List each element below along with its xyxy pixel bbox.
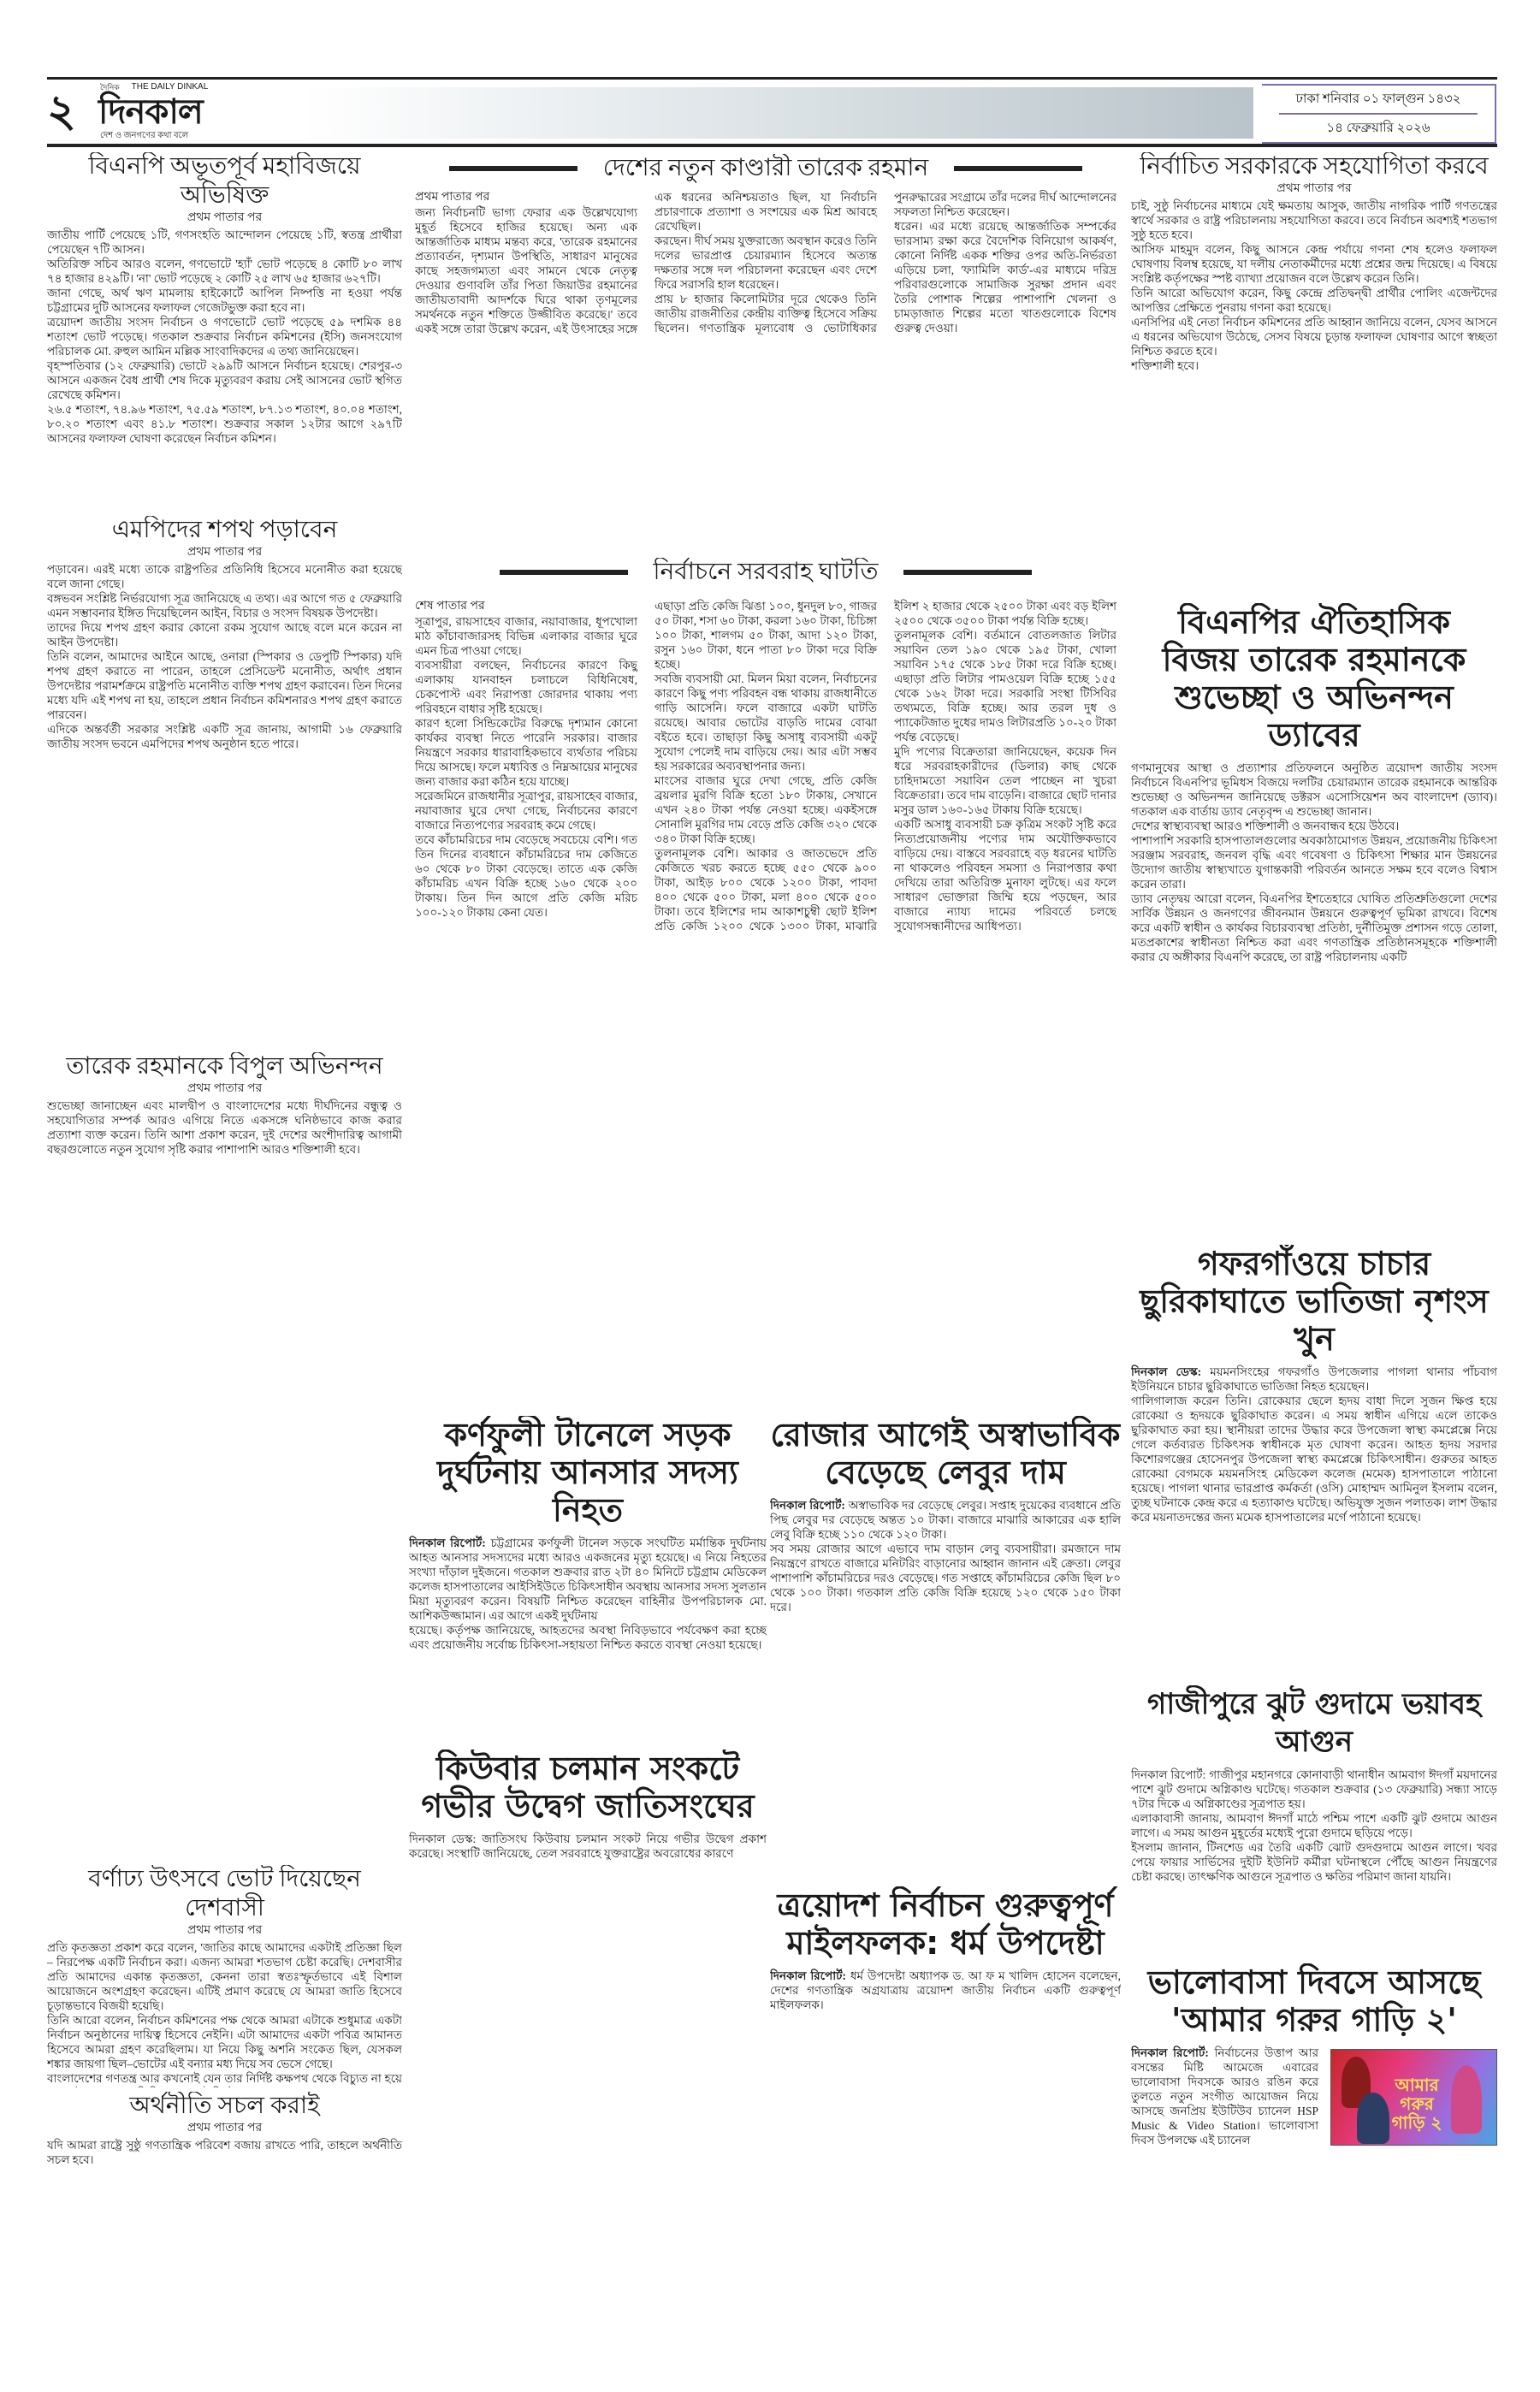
article-paragraph: সরেজমিনে রাজধানীর সূত্রাপুর, রায়সাহেব বাজার, নয়াবাজার ঘুরে দেখা গেছে, নির্বাচনের কারণে বাজারে নিত্যপণ্যের সরবরাহ কমে গেছে। <box>415 790 637 832</box>
article-paragraph: করছেন। দীর্ঘ সময় যুক্তরাজ্যে অবস্থান করেও তিনি দলের ভারপ্রাপ্ত চেয়ারম্যান হিসেবে অত্যন্ত দক্ষতার সঙ্গে দল পরিচালনা করেছেন এবং দেশে ফিরে সরাসরি হাল ধরেছেন। <box>654 234 877 291</box>
date-box <box>1262 84 1496 144</box>
article-paragraph: গালিগালাজ করেন তিনি। রোকেয়ার ছেলে হৃদয় বাধা দিলে সুজন ক্ষিপ্ত হয়ে রোকেয়া ও হৃদয়কে ছুরিকাঘাত করেন। এ সময় স্বাধীন এগিয়ে এলে তাকেও ছুরিকাঘাত করা হয়। স্থানীয়রা তাদের উদ্ধার করে উপজেলা স্বাস্থ্য কমপ্লেক্সে নিয়ে গেলে কর্তব্যরত চিকিৎসক স্বাধীনকে মৃত ঘোষণা করেন। আহত হৃদয় সরদার কিশোরগঞ্জের হোসেনপুর উপজেলা স্বাস্থ্য কমপ্লেক্সে চিকিৎসাধীন। গুরুতর আহত রোকেয়া বেগমকে ময়মনসিংহ মেডিকেল কলেজ (মমেক) হাসপাতালে পাঠানো হয়েছে। পাগলা থানার ভারপ্রাপ্ত কর্মকর্তা (ওসি) মোহাম্মদ আমিনুল ইসলাম বলেন, তুচ্ছ ঘটনাকে কেন্দ্র করে এ হত্যাকাণ্ড ঘটেছে। অভিযুক্ত সুজন পলাতক। লাশ উদ্ধার করে ময়নাতদন্তের জন্য মমেক হাসপাতালের মর্গে পাঠানো হয়েছে। <box>1131 1394 1497 1524</box>
article-body <box>47 2138 402 2167</box>
headline-row <box>415 558 1116 587</box>
article-paragraph: এলাকাবাসী জানায়, আমবাগ ঈদগাঁ মাঠে পশ্চিম পাশে একটি ঝুট গুদামে আগুন লাগে। এ সময় আগুন মুহূর্তের মধ্যেই পুরো গুদামে ছড়িয়ে পড়ে। <box>1131 1812 1497 1839</box>
article-body <box>770 1498 1121 1614</box>
headline: কর্ণফুলী টানেলে সড়ক দুর্ঘটনায় আনসার সদস্য নিহত <box>437 1416 738 1529</box>
article-lemon-price <box>770 1416 1121 1882</box>
article-bnp-victory <box>47 152 402 512</box>
continued-from: প্রথম পাতার পর <box>415 191 490 204</box>
masthead-bottom-rule <box>47 144 1497 147</box>
headline: গাজীপুরে ঝুট গুদামে ভয়াবহ আগুন <box>1147 1687 1481 1759</box>
continued-from: প্রথম পাতার পর <box>187 2122 263 2134</box>
article-voting-festival <box>47 1865 402 2087</box>
headline: বিএনপির ঐতিহাসিক বিজয় তারেক রহমানকে শুভেচ্ছা ও অভিনন্দন ড্যাবের <box>1162 603 1466 754</box>
article-paragraph: তিনি বলেন, আমাদের আইনে আছে, ওনারা (স্পিকার ও ডেপুটি স্পিকার) যদি শপথ গ্রহণ করাতে না পারেন, তাহলে প্রেসিডেন্ট মনোনীত, অর্থাৎ প্রধান উপদেষ্টার পরামর্শক্রমে রাষ্ট্রপতি মনোনীত ব্যক্তি শপথ গ্রহণ করাবেন। তিন দিনের মধ্যে যদি এই শপথ না হয়, তাহলে প্রধান নির্বাচন কমিশনারও শপথ গ্রহণ করাতে পারবেন। <box>47 650 402 721</box>
article-paragraph: ২৬.৫ শতাংশ, ৭৪.৯৬ শতাংশ, ৭৫.৫৯ শতাংশ, ৮৭.১৩ শতাংশ, ৪০.০৪ শতাংশ, ৮০.২০ শতাংশ এবং ৪১.৮ শতাংশ। শুক্রবার সকাল ১২টার আগে ২৯৭টি আসনের ফলাফল ঘোষণা করেছেন নির্বাচন কমিশন। <box>47 403 402 445</box>
page-number: ২ <box>47 87 76 136</box>
movie-poster-image <box>1330 2049 1497 2146</box>
article-body <box>47 228 402 446</box>
logo-prefix: দৈনিক <box>100 83 120 92</box>
article-paragraph: ব্যবসায়ীরা বলছেন, নির্বাচনের কারণে কিছু এলাকায় যানবাহন চলাচলে বিধিনিষেধ, চেকপোস্ট এবং নিরাপত্তা জোরদার থাকায় পণ্য পরিবহনে বাধার সৃষ্টি হয়েছে। <box>415 659 637 715</box>
lead-text: ধর্ম উপদেষ্টা অধ্যাপক ড. আ ফ ম খালিদ হোসেন বলেছেন, দেশের গণতান্ত্রিক অগ্রযাত্রায় ত্রয়োদশ জাতীয় নির্বাচন একটি গুরুত্বপূর্ণ মাইলফলক। <box>770 1969 1121 2011</box>
headline-bar <box>500 570 628 575</box>
paragraphs <box>415 190 1116 336</box>
continued-from: প্রথম পাতার পর <box>187 546 263 559</box>
byline: দিনকাল রিপোর্ট: <box>770 1969 846 1982</box>
article-paragraph: হয়েছে। কর্তৃপক্ষ জানিয়েছে, আহতদের অবস্থা নিবিড়ভাবে পর্যবেক্ষণ করা হচ্ছে এবং প্রয়োজনীয় সর্বোচ্চ চিকিৎসা-সহায়তা নিশ্চিত করতে ব্যবস্থা নেওয়া হয়েছে। <box>409 1624 767 1651</box>
article-paragraph: সূত্রাপুর, রায়সাহেব বাজার, নয়াবাজার, ধূপখোলা মাঠ কাঁচাবাজারসহ বিভিন্ন এলাকার বাজার ঘুরে এমন চিত্র পাওয়া গেছে। <box>415 615 637 657</box>
paragraphs <box>415 599 1116 933</box>
lead-paragraph <box>770 1498 1121 1542</box>
continued-from: প্রথম পাতার পর <box>1276 182 1352 195</box>
article-ncp-cooperation <box>1131 152 1497 554</box>
headline: গফরগাঁওয়ে চাচার ছুরিকাঘাতে ভাতিজা নৃশংস খুন <box>1140 1245 1489 1358</box>
article-paragraph: শক্তিশালী হবে। <box>1131 359 1199 372</box>
article-paragraph: সবজি ব্যবসায়ী মো. মিলন মিয়া বলেন, নির্বাচনের কারণে কিছু পণ্য পরিবহন বন্ধ থাকায় রাজধানীতে গাড়ি আসেনি। ফলে বাজারে একটা ঘাটতি রয়েছে। আবার ভোটের বাড়তি দামের বোঝা বইতে হবে। তাছাড়া কিছু অসাধু ব্যবসায়ী একটু সুযোগ পেলেই দাম বাড়িয়ে দেয়। আর এটা সম্ভব হয় সরকারের অব্যবস্থাপনার জন্য। <box>654 672 877 773</box>
byline: দিনকাল ডেস্ক: <box>409 1832 477 1845</box>
article-paragraph: ইসলাম জানান, টিনশেড এর তৈরি একটি ঝোট গুদগুদামে আগুন লাগে। খবর পেয়ে ফায়ার সার্ভিসের দুইটি ইউনিট কর্মীরা ঘটনাস্থলে পৌঁছে আগুন নিয়ন্ত্রণের চেষ্টা করছে। তাৎক্ষণিক আগুনে সূত্রপাত ও ক্ষতির পরিমাণ জানা যায়নি। <box>1131 1841 1497 1883</box>
article-paragraph: পাশাপাশি সরকারি হাসপাতালগুলোর অবকাঠামোগত উন্নয়ন, প্রয়োজনীয় চিকিৎসা সরঞ্জাম সরবরাহ, জনবল বৃদ্ধি এবং গবেষণা ও চিকিৎসা শিক্ষার মান উন্নয়নের উদ্যোগ জাতীয় স্বাস্থ্যখাতে যুগান্তকারী পরিবর্তন আনতে সক্ষম হবে বলেও বিশ্বাস করেন তারা। <box>1131 834 1497 891</box>
article-new-leader <box>415 154 1116 543</box>
article-paragraph: আসিফ মাহমুদ বলেন, কিছু আসনে কেন্দ্র পর্যায়ে গণনা শেষ হলেও ফলাফল ঘোষণায় বিলম্ব হয়েছে, যা দলীয় নেতাকর্মীদের মধ্যে প্রশ্নের জন্ম দিয়েছে। এ বিষয়ে সংশ্লিষ্ট কর্তৃপক্ষের স্পষ্ট ব্যাখ্যা প্রয়োজন বলে উল্লেখ করেন তিনি। <box>1131 243 1497 285</box>
article-paragraph: মাংসের বাজার ঘুরে দেখা গেছে, প্রতি কেজি ব্রয়লার মুরগি বিক্রি হতো ১৮০ টাকায়, সেখানে এখন ২৪০ টাকা পর্যন্ত নেওয়া হচ্ছে। একইসঙ্গে সোনালি মুরগির দাম বেড়ে প্রতি কেজি ৩২০ থেকে ৩৪০ টাকা বিক্রি হচ্ছে। <box>654 774 877 845</box>
headline: রোজার আগেই অস্বাভাবিক বেড়েছে লেবুর দাম <box>770 1416 1121 1491</box>
lead-text: চট্টগ্রামের কর্ণফুলী টানেল সড়কে সংঘটিত মর্মান্তিক দুর্ঘটনায় আহত আনসার সদস্যদের মধ্যে আরও একজনের মৃত্যু হয়েছে। এ নিয়ে নিহতের সংখ্যা দাঁড়াল দুইজনে। গতকাল শুক্রবার রাত ২টা ৪০ মিনিটে চট্টগ্রাম মেডিকেল কলেজ হাসপাতালের আইসিইউতে চিকিৎসাধীন অবস্থায় আনসার সদস্য সুলতান মিয়া মৃত্যুবরণ করেন। বিষয়টি নিশ্চিত করেছেন বাহিনীর উপপরিচালক মো. আশিকউজ্জামান। এর আগে একই দুর্ঘটনায় <box>409 1536 767 1622</box>
headline: নির্বাচনে সরবরাহ ঘাটতি <box>653 559 879 585</box>
lead-paragraph <box>1131 1767 1497 1811</box>
headline-bar <box>954 166 1082 171</box>
byline: দিনকাল রিপোর্ট: <box>770 1499 845 1512</box>
top-rule <box>47 77 1497 80</box>
article-paragraph: দেশের স্বাস্থ্যব্যবস্থা আরও শক্তিশালী ও জনবান্ধব হয়ে উঠবে। <box>1131 820 1400 832</box>
lead-text: ময়মনসিংহের গফরগাঁও উপজেলার পাগলা থানার পাঁচবাগ ইউনিয়নে চাচার ছুরিকাঘাতে ভাতিজা নিহত হয়েছেন। <box>1131 1365 1497 1393</box>
article-body <box>409 1536 767 1652</box>
article-tarek-congratulations <box>47 1052 402 1861</box>
poster-title: আমার গরুর গাড়ি ২ <box>1391 2075 1442 2133</box>
article-gafargaon-murder <box>1131 1245 1497 1681</box>
article-mp-oath <box>47 516 402 1046</box>
article-paragraph: ধরেন। এর মধ্যে রয়েছে আন্তর্জাতিক সম্পর্কের ভারসাম্য রক্ষা করে বৈদেশিক বিনিয়োগ আকর্ষণ, কোনো নির্দিষ্ট একক শক্তির ওপর অতি-নির্ভরতা এড়িয়ে চলা, 'ফ্যামিলি কার্ড'-এর মাধ্যমে দরিদ্র পরিবারগুলোকে সামাজিক সুরক্ষা প্রদান এবং তৈরি পোশাক শিল্পের পাশাপাশি খেলনা ও চামড়াজাত শিল্পের মতো খাতগুলোকে বিশেষ গুরুত্ব দেওয়া। <box>894 220 1116 335</box>
headline: ত্রয়োদশ নির্বাচন গুরুত্বপূর্ণ মাইলফলক: ধর্ম উপদেষ্টা <box>777 1886 1114 1962</box>
article-body <box>1131 1767 1497 1884</box>
article-amar-gorur-gari <box>1131 1963 1497 2374</box>
article-body <box>47 1098 402 1157</box>
article-body <box>409 1832 767 1861</box>
article-paragraph: প্রায় ৮ হাজার কিলোমিটার দূরে থেকেও তিনি জাতীয় রাজনীতির কেন্দ্রীয় ব্যক্তিত্ব হিসেবে সক্রিয় ছিলেন। গণতান্ত্রিক মূল্যবোধ ও ভোটাধিকার পুনরুদ্ধারের সংগ্রামে তাঁর দলের দীর্ঘ আন্দোলনের সফলতা নিশ্চিত করেছেন। <box>654 191 1116 335</box>
article-paragraph: বৃহস্পতিবার (১২ ফেব্রুয়ারি) ভোটে ২৯৯টি আসনে নির্বাচন হয়েছে। শেরপুর-৩ আসনে একজন বৈধ প্রার্থী শেষ দিকে মৃত্যুবরণ করায় সেই আসনের ভোট স্থগিত রেখেছে কমিশন। <box>47 359 402 401</box>
masthead <box>47 82 1497 142</box>
headline: বিএনপি অভূতপূর্ব মহাবিজয়ে অভিষিক্ত <box>88 153 361 209</box>
article-paragraph: মুদি পণ্যের বিক্রেতারা জানিয়েছেন, কয়েক দিন ধরে সরবরাহকারীদের (ডিলার) কাছ থেকে চাহিদামতো সয়াবিন তেল পাচ্ছেন না খুচরা বিক্রেতারা। তবে দাম বাড়েনি। বাজারে ছোট দানার মসুর ডাল ১৬০-১৬৫ টাকায় বিক্রি হয়েছে। <box>894 745 1116 816</box>
paragraphs <box>1131 1394 1497 1525</box>
headline: কিউবার চলমান সংকটে গভীর উদ্বেগ জাতিসংঘের <box>421 1750 755 1825</box>
paragraphs <box>409 1623 767 1652</box>
article-economy <box>47 2092 402 2374</box>
headline-bar <box>903 570 1032 575</box>
article-body <box>1131 1365 1497 1525</box>
article-paragraph: গণমানুষের আস্থা ও প্রত্যাশার প্রতিফলনে অনুষ্ঠিত ত্রয়োদশ জাতীয় সংসদ নির্বাচনে বিএনপি'র ভূমিধস বিজয়ে দলটির চেয়ারম্যান তারেক রহমানকে আন্তরিক শুভেচ্ছা ও অভিনন্দন জানিয়েছে ডক্টরস এসোসিয়েশন অব বাংলাদেশ (ড্যাব)। গতকাল এক বার্তায় ড্যাব নেতৃবৃন্দ এ শুভেচ্ছা জানান। <box>1131 761 1497 818</box>
article-religion-adviser <box>770 1886 1121 2374</box>
article-paragraph: কারণ হলো সিন্ডিকেটের বিরুদ্ধে দৃশ্যমান কোনো কার্যকর ব্যবস্থা নিতে পারেনি সরকার। বাজার নিয়ন্ত্রণে সরকার ধারাবাহিকভাবে ব্যর্থতার পরিচয় দিয়ে আসছে। ফলে মধ্যবিত্ত ও নিম্নআয়ের মানুষের জন্য বাজার করা কঠিন হয়ে যাচ্ছে। <box>415 717 637 788</box>
paragraphs <box>1131 1811 1497 1884</box>
lead-text: গাজীপুর মহানগরে কোনাবাড়ী থানাধীন আমবাগ ঈদগাঁ ময়দানের পাশে ঝুট গুদামে অগ্নিকাণ্ড ঘটেছে। গতকাল শুক্রবার (১৩ ফেব্রুয়ারি) সন্ধ্যা সাড়ে ৭টার দিকে এ অগ্নিকাণ্ডের সূত্রপাত হয়। <box>1131 1768 1497 1810</box>
article-body <box>1131 761 1497 964</box>
article-paragraph: জন্য নির্বাচনটি ভাগ্য ফেরার এক উল্লেখযোগ্য মুহূর্ত হিসেবে হাজির হয়েছে। অন্য এক আন্তর্জাতিক মাধ্যম মন্তব্য করে, 'তারেক রহমানের প্রত্যাবর্তন, দৃশ্যমান উপস্থিতি, সাধারণ মানুষের কাছে সহজগম্যতা এবং সামনে থেকে নেতৃত্ব দেওয়ার গুণাবলি তাঁর পিতা জিয়াউর রহমানের জাতীয়তাবাদী আদর্শকে ঘিরে থাকা তৃণমূলের সমর্থনকে নতুন শক্তিতে উজ্জীবিত করেছে।' তবে একই সঙ্গে তারা উল্লেখ করেন, এই উৎসাহের সঙ্গে এক ধরনের অনিশ্চয়তাও ছিল, যা নির্বাচনি প্রচারণাকে প্রত্যাশা ও সংশয়ের এক মিশ্র আবহে রেখেছিল। <box>415 191 877 335</box>
logo-english: THE DAILY DINKAL <box>131 82 209 92</box>
lead-paragraph <box>1131 1365 1497 1394</box>
article-paragraph: তুলনামূলক বেশি। আকার ও জাতভেদে প্রতি কেজিতে খরচ করতে হচ্ছে ৫৫০ থেকে ৯০০ টাকা, আইড় ৮০০ থেকে ১২০০ টাকা, পাবদা ৪০০ থেকে ৫০০ টাকা, মলা ৪০০ থেকে ৫০০ টাকা। তবে ইলিশের দাম আকাশচুম্বী ছোট ইলিশ প্রতি কেজি ১২০০ থেকে ১৩০০ টাকা, মাঝারি ইলিশ ২ হাজার থেকে ২৫০০ টাকা এবং বড় ইলিশ ২৫০০ থেকে ৩৫০০ টাকা পর্যন্ত বিক্রি হচ্ছে। <box>654 600 1116 933</box>
headline: এমপিদের শপথ পড়াবেন <box>111 517 338 543</box>
byline: দিনকাল রিপোর্ট: <box>409 1536 486 1549</box>
lead-paragraph <box>409 1536 767 1623</box>
article-paragraph: চাই, সুষ্ঠু নির্বাচনের মাধ্যমে যেই ক্ষমতায় আসুক, জাতীয় নাগরিক পার্টি গণতন্ত্রের স্বার্থে সরকার ও রাষ্ট্র পরিচালনায় সহযোগিতা করবে। তবে নির্বাচন অবশ্যই শতভাগ সুষ্ঠু হতে হবে। <box>1131 199 1497 241</box>
headline: তারেক রহমানকে বিপুল অভিনন্দন <box>66 1053 383 1080</box>
article-paragraph: শুভেচ্ছা জানাচ্ছেন এবং মালদ্বীপ ও বাংলাদেশের মধ্যে দীর্ঘদিনের বন্ধুত্ব ও সহযোগিতার সম্পর্ক আরও এগিয়ে নিতে একসঙ্গে ঘনিষ্ঠভাবে কাজ করার প্রত্যাশা ব্যক্ত করেন। তিনি আশা প্রকাশ করেন, দুই দেশের অংশীদারিত্ব আগামী বছরগুলোতে নতুন সুযোগ সৃষ্টি করার পাশাপাশি আরও শক্তিশালী হবে। <box>47 1099 402 1156</box>
article-body <box>415 599 1116 933</box>
headline-bar <box>449 166 578 171</box>
article-body <box>47 1940 402 2087</box>
article-election-supply-shortage <box>415 558 1116 1405</box>
article-paragraph: এনসিপির এই নেতা নির্বাচন কমিশনের প্রতি আহ্বান জানিয়ে বলেন, যেসব আসনে এ ধরনের অভিযোগ উঠেছে, সেসব বিষয়ে চূড়ান্ত ফলাফল ঘোষণার আগে স্বচ্ছতা নিশ্চিত করতে হবে। <box>1131 316 1497 358</box>
article-paragraph: অতিরিক্ত সচিব আরও বলেন, গণভোটে 'হ্যাঁ' ভোট পড়েছে ৪ কোটি ৮০ লাখ ৭৪ হাজার ৪২৯টি। 'না' ভোট পড়েছে ২ কোটি ২৫ লাখ ৬৫ হাজার ৬২৭টি। <box>47 258 402 285</box>
article-paragraph: এদিকে অন্তর্বর্তী সরকার সংশ্লিষ্ট একটি সূত্র জানায়, আগামী ১৬ ফেব্রুয়ারি জাতীয় সংসদ ভবনে এমপিদের শপথ অনুষ্ঠান হতে পারে। <box>47 723 402 750</box>
lead-text: জাতিসংঘ কিউবায় চলমান সংকট নিয়ে গভীর উদ্বেগ প্রকাশ করেছে। সংস্থাটি জানিয়েছে, তেল সরবরাহে যুক্তরাষ্ট্রের অবরোধের কারণে <box>409 1832 767 1860</box>
article-paragraph: তাদের দিয়ে শপথ গ্রহণ করার কোনো রকম সুযোগ আছে বলে মনে করেন না আইন উপদেষ্টা। <box>47 621 402 648</box>
article-paragraph: পড়াবেন। এরই মধ্যে তাকে রাষ্ট্রপতির প্রতিনিধি হিসেবে মনোনীত করা হয়েছে বলে জানা গেছে। <box>47 563 402 590</box>
poster-figure-rider <box>1451 2065 1482 2134</box>
article-paragraph: সব সময় রোজার আগে এভাবে দাম বাড়ান লেবু ব্যবসায়ীরা। রমজানে দাম নিয়ন্ত্রণে রাখতে বাজারে মনিটরিং বাড়ানোর আহ্বান জানান এই ক্রেতা। লেবুর পাশাপাশি কাঁচামরিচের দরও বেড়েছে। গত সপ্তাহে কাঁচামরিচের কেজি ছিল ৮০ থেকে ১০০ টাকা। গতকাল প্রতি কেজি বিক্রি হয়েছে ১২০ থেকে ১৫০ টাকা দরে। <box>770 1542 1121 1613</box>
article-paragraph: বাংলাদেশের গণতন্ত্র আর কখনোই যেন তার নির্দিষ্ট কক্ষপথ থেকে বিচ্যুত না হয়ে <box>47 2072 402 2085</box>
article-paragraph: একটি অসাধু ব্যবসায়ী চক্র কৃত্রিম সংকট সৃষ্টি করে নিত্যপ্রয়োজনীয় পণ্যের দাম অযৌক্তিকভাবে বাড়িয়ে দেয়। বাস্তবে সরবরাহে বড় ধরনের ঘাটতি না থাকলেও পরিবহন সমস্যা ও নিরাপত্তার কথা দেখিয়ে তারা অতিরিক্ত মুনাফা লুটছে। এর ফলে সাধারণ ভোক্তারা জিম্মি হয়ে পড়ছেন, আর বাজারে ন্যায্য দামের পরিবর্তে চলছে সুযোগসন্ধানীদের আধিপত্য। <box>894 818 1116 933</box>
continued-from: প্রথম পাতার পর <box>187 1924 263 1937</box>
continued-from: প্রথম পাতার পর <box>187 1082 263 1095</box>
byline: দিনকাল ডেস্ক: <box>1131 1365 1202 1378</box>
article-paragraph: তবে কাঁচামরিচের দাম বেড়েছে সবচেয়ে বেশি। গত তিন দিনের ব্যবধানে কাঁচামরিচের দাম কেজিতে ৬০ থেকে ৮০ টাকা বেড়েছে। তাতে এক কেজি কাঁচামরিচ এখন বিক্রি হচ্ছে ১৬০ থেকে ২০০ টাকায়। তিন দিন আগে প্রতি কেজি মরিচ ১০০-১২০ টাকায় কেনা যেত। <box>415 833 637 919</box>
article-paragraph: জাতীয় পার্টি পেয়েছে ১টি, গণসংহতি আন্দোলন পেয়েছে ১টি, স্বতন্ত্র প্রার্থীরা পেয়েছেন ৭টি আসন। <box>47 228 402 256</box>
masthead-gradient-band <box>304 87 1253 139</box>
article-paragraph: যদি আমরা রাষ্ট্রে সুষ্ঠু গণতান্ত্রিক পরিবেশ বজায় রাখতে পারি, তাহলে অর্থনীতি সচল হবে। <box>47 2139 402 2166</box>
date-bangla: ঢাকা শনিবার ০১ ফাল্গুন ১৪৩২ <box>1295 92 1461 106</box>
article-gazipur-fire <box>1131 1685 1497 1951</box>
headline-row <box>415 154 1116 183</box>
article-karnaphuli-tunnel-accident <box>409 1416 767 1745</box>
headline: অর্থনীতি সচল করাই <box>129 2093 320 2119</box>
article-paragraph: ড্যাব নেতৃদ্বয় আরো বলেন, বিএনপির ইশতেহারে ঘোষিত প্রতিশ্রুতিগুলো দেশের সার্বিক উন্নয়ন ও জনগণের জীবনমান উন্নয়নে গুরুত্বপূর্ণ ভূমিকা রাখবে। বিশেষ করে একটি স্বাধীন ও কার্যকর বিচারব্যবস্থা প্রতিষ্ঠা, দুর্নীতিমুক্ত প্রশাসন গড়ে তোলা, মতপ্রকাশের স্বাধীনতা নিশ্চিত করা এবং গণতান্ত্রিক প্রতিষ্ঠানসমূহকে শক্তিশালী করার যে অঙ্গীকার বিএনপি করেছে, তা রাষ্ট্র পরিচালনায় একটি <box>1131 892 1497 963</box>
headline: ভালোবাসা দিবসে আসছে 'আমার গরুর গাড়ি ২' <box>1147 1963 1481 2039</box>
article-cuba-crisis <box>409 1750 767 2374</box>
byline: দিনকাল রিপোর্ট: <box>1131 2046 1209 2059</box>
lead-paragraph <box>409 1832 767 1861</box>
article-paragraph: ত্রয়োদশ জাতীয় সংসদ নির্বাচন ও গণভোটে ভোট পড়েছে ৫৯ দশমিক ৪৪ শতাংশ ভোট পড়েছে। গতকাল শুক্রবার নির্বাচন কমিশনের (ইসি) জনসংযোগ পরিচালক মো. রুহুল আমিন মল্লিক সাংবাদিকদের এ তথ্য জানিয়েছেন। <box>47 316 402 358</box>
article-paragraph: এছাড়া প্রতি কেজি ঝিঙা ১০০, ধুনদুল ৮০, গাজর ৫০ টাকা, শসা ৬০ টাকা, করলা ১৬০ টাকা, চিচিঙ্গা ১০০ টাকা, শালগম ৫০ টাকা, আদা ১২০ টাকা, রসুন ১৬০ টাকা, ধনে পাতা ৮০ টাকা দরে বিক্রি হচ্ছে। <box>654 600 877 671</box>
article-dab-congratulations <box>1131 603 1497 1193</box>
article-paragraph: বঙ্গভবন সংশ্লিষ্ট নির্ভরযোগ্য সূত্র জানিয়েছে এ তথ্য। এর আগে গত ৫ ফেব্রুয়ারি এমন সম্ভাবনার ইঙ্গিত দিয়েছিলেন আইন, বিচার ও সংসদ বিষয়ক উপদেষ্টা। <box>47 592 402 619</box>
headline: নির্বাচিত সরকারকে সহযোগিতা করবে <box>1140 153 1489 180</box>
article-body <box>1131 198 1497 373</box>
article-paragraph: জানা গেছে, অর্থ ঋণ মামলায় হাইকোর্টে আপিল নিষ্পত্তি না হওয়া পর্যন্ত চট্টগ্রামের দুটি আসনের ফলাফল গেজেটভুক্ত করা হবে না। <box>47 287 402 314</box>
article-body <box>770 1969 1121 2012</box>
article-paragraph: তুলনামূলক বেশি। বর্তমানে বোতলজাত লিটার সয়াবিন তেল ১৯০ থেকে ১৯৫ টাকা, খোলা সয়াবিন ১৭৫ থেকে ১৮৫ টাকা দরে বিক্রি হচ্ছে। এছাড়া প্রতি লিটার পামওয়েল বিক্রি হচ্ছে ১৫৫ থেকে ১৬২ টাকা দরে। সরকারি সংস্থা টিসিবির তথ্যমতে, বিক্রি হচ্ছে। আর তরল দুধ ও প্যাকেটজাত দুধের দামও লিটারপ্রতি ১০-২০ টাকা পর্যন্ত বেড়েছে। <box>894 629 1116 743</box>
article-body <box>47 562 402 751</box>
lead-paragraph <box>770 1969 1121 2012</box>
byline: দিনকাল রিপোর্ট: <box>1131 1768 1206 1781</box>
date-english: ১৪ ফেব্রুয়ারি ২০২৬ <box>1326 121 1430 135</box>
continued-from: প্রথম পাতার পর <box>187 211 263 224</box>
article-body <box>415 190 1116 336</box>
lead-text: অস্বাভাবিক দর বেড়েছে লেবুর। সপ্তাহ দুয়েকের ব্যবধানে প্রতি পিছ লেবুর দর বেড়েছে অন্তত ১০ টাকা। বাজারে মাঝারি আকারের এক হালি লেবু বিক্রি হচ্ছে ১১০ থেকে ১২০ টাকা। <box>770 1499 1121 1541</box>
article-paragraph: প্রতি কৃতজ্ঞতা প্রকাশ করে বলেন, 'জাতির কাছে আমাদের একটাই প্রতিজ্ঞা ছিল – নিরপেক্ষ একটি নির্বাচন করা। এজন্য আমরা শতভাগ চেষ্টা করেছি। দেশবাসীর প্রতি আমাদের একান্ত কৃতজ্ঞতা, কেননা তারা স্বতঃস্ফূর্তভাবে এই বিশাল আয়োজনে অংশগ্রহণ করেছেন। এটিই প্রমাণ করেছে যে আমরা জাতি হিসেবে চূড়ান্তভাবে বিজয়ী হয়েছি। <box>47 1941 402 2012</box>
article-paragraph: তিনি আরো অভিযোগ করেন, কিছু কেন্দ্রে প্রতিদ্বন্দ্বী প্রার্থীর পোলিং এজেন্টদের আপত্তির প্রেক্ষিতে পুনরায় গণনা করা হয়েছে। <box>1131 287 1497 314</box>
newspaper-logo: দিনকাল <box>98 92 203 131</box>
paragraphs <box>770 1542 1121 1614</box>
continued-from: শেষ পাতার পর <box>415 600 485 613</box>
article-paragraph: তিনি আরো বলেন, নির্বাচন কমিশনের পক্ষ থেকে আমরা এটাকে শুধুমাত্র একটা নির্বাচন অনুষ্ঠানের দায়িত্ব হিসেবে নেইনি। এটা আমাদের একটা পবিত্র আমানত হিসেবে আমরা গ্রহণ করেছিলাম। যা নিয়ে কিছু অশনি সংকেত ছিল, যেসকল শঙ্কার জায়গা ছিল–ভোটের এই বন্যার মধ্য দিয়ে সব ভেসে গেছে। <box>47 2014 402 2070</box>
lead-text: নির্বাচনের উত্তাপ আর বসন্তের মিষ্টি আমেজে এবারের ভালোবাসা দিবসকে আরও রঙিন করে তুলতে নতুন সংগীত আয়োজন নিয়ে আসছে জনপ্রিয় ইউটিউব চ্যানেল HSP Music & Video Station। ভালোবাসা দিবস উপলক্ষে এই চ্যানেল <box>1131 2046 1319 2146</box>
headline: দেশের নতুন কাণ্ডারী তারেক রহমান <box>602 155 929 181</box>
tagline: দেশ ও জনগণের কথা বলে <box>100 131 189 140</box>
headline: বর্ণাঢ্য উৎসবে ভোট দিয়েছেন দেশবাসী <box>88 1866 361 1921</box>
